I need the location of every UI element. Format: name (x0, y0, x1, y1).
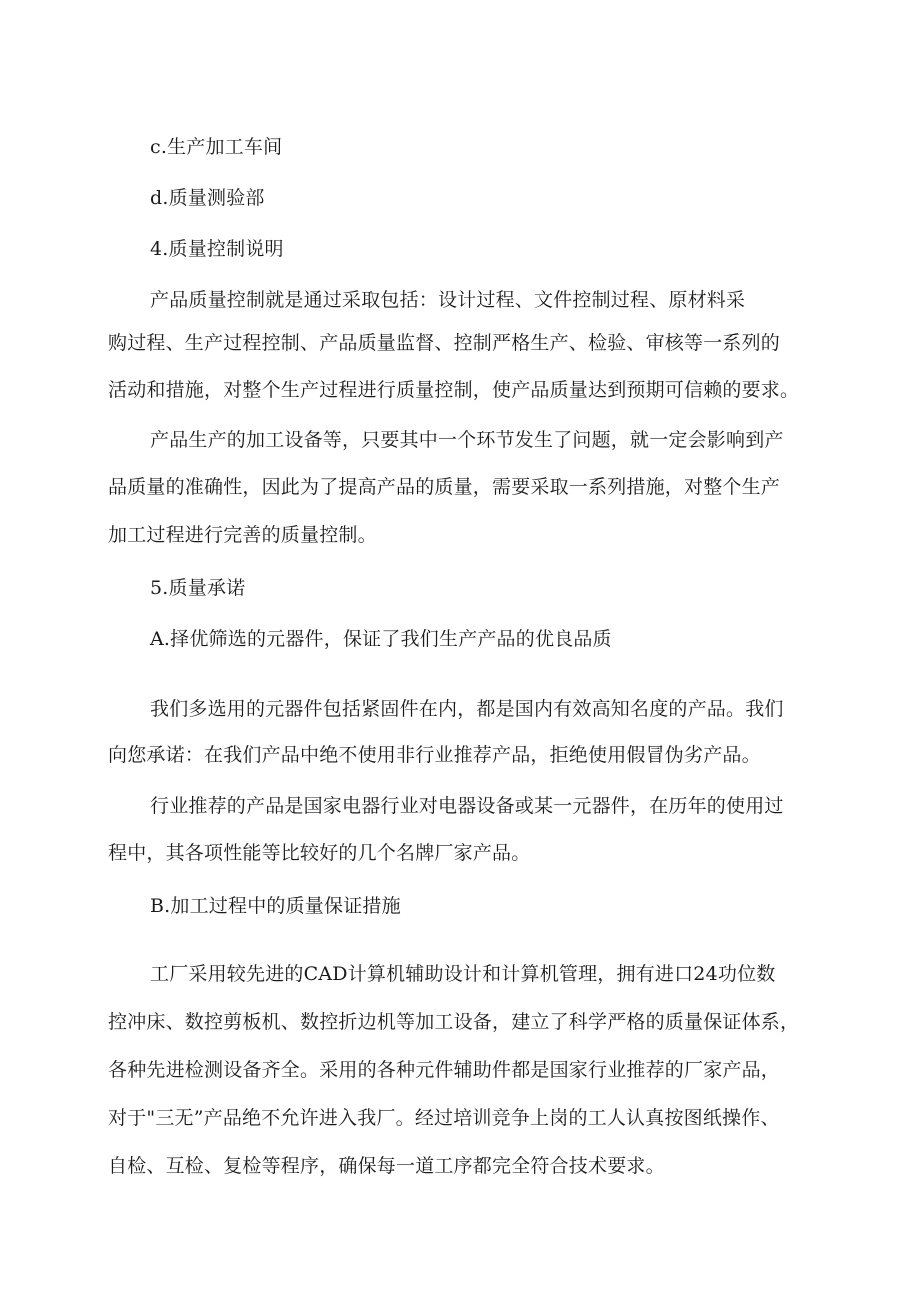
section-heading-4: 4.质量控制说明 (150, 238, 284, 260)
paragraph-line: 工厂采用较先进的CAD计算机辅助设计和计算机管理，拥有进口24功位数 (150, 963, 776, 985)
paragraph-line: 活动和措施，对整个生产过程进行质量控制，使产品质量达到预期可信赖的要求。 (108, 379, 800, 401)
paragraph-line: 产品生产的加工设备等，只要其中一个环节发生了问题，就一定会影响到产 (150, 429, 784, 451)
paragraph-line: 购过程、生产过程控制、产品质量监督、控制严格生产、检验、审核等一系列的 (108, 332, 781, 354)
section-heading-5: 5.质量承诺 (150, 577, 246, 599)
paragraph-line: 品质量的准确性，因此为了提高产品的质量，需要采取一系列措施，对整个生产 (108, 476, 781, 498)
paragraph-line: 我们多选用的元器件包括紧固件在内，都是国内有效高知名度的产品。我们 (150, 698, 784, 720)
subheading-b: B.加工过程中的质量保证措施 (150, 895, 401, 917)
paragraph-line: 产品质量控制就是通过采取包括：设计过程、文件控制过程、原材料采 (150, 289, 746, 311)
list-item-c: c.生产加工车间 (150, 136, 283, 158)
paragraph-line: 各种先进检测设备齐全。采用的各种元件辅助件都是国家行业推荐的厂家产品， (108, 1059, 781, 1081)
paragraph-line: 自检、互检、复检等程序，确保每一道工序都完全符合技术要求。 (108, 1155, 665, 1177)
paragraph-line: 控冲床、数控剪板机、数控折边机等加工设备，建立了科学严格的质量保证体系， (108, 1011, 800, 1033)
paragraph-line: 加工过程进行完善的质量控制。 (108, 524, 377, 546)
paragraph-line: 向您承诺：在我们产品中绝不使用非行业推荐产品，拒绝使用假冒伪劣产品。 (108, 744, 761, 766)
list-item-d: d.质量测验部 (150, 187, 265, 209)
paragraph-line: 行业推荐的产品是国家电器行业对电器设备或某一元器件，在历年的使用过 (150, 795, 784, 817)
subheading-a: A.择优筛选的元器件，保证了我们生产产品的优良品质 (150, 628, 612, 650)
paragraph-line: 对于"三无”产品绝不允许进入我厂。经过培训竞争上岗的工人认真按图纸操作、 (108, 1107, 780, 1129)
paragraph-line: 程中，其各项性能等比较好的几个名牌厂家产品。 (108, 842, 531, 864)
